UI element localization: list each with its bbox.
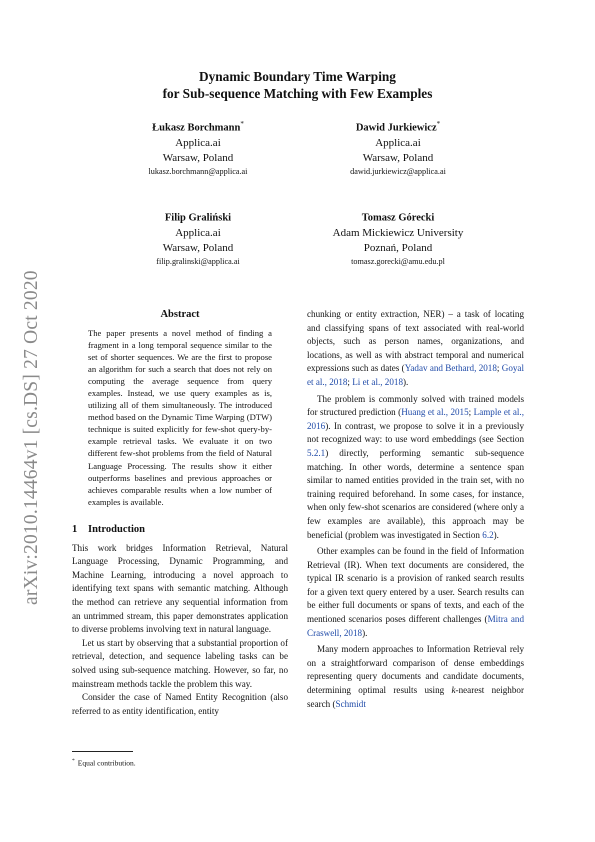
- author-email[interactable]: filip.gralinski@applica.ai: [156, 257, 240, 266]
- intro-paragraph-3: Consider the case of Named Entity Recognition (also referred to as entity identification, entity: [72, 692, 288, 716]
- equal-contribution-mark: *: [240, 120, 244, 128]
- footnote-divider: [72, 751, 133, 752]
- arxiv-identifier: arXiv:2010.14464v1 [cs.DS] 27 Oct 2020: [21, 270, 42, 606]
- author-location: Warsaw, Poland: [362, 151, 434, 164]
- paper-title: [70, 68, 525, 102]
- author-block-4: [278, 207, 518, 269]
- author-email[interactable]: dawid.jurkiewicz@applica.ai: [350, 167, 446, 176]
- footnote-mark: *: [72, 758, 75, 764]
- author-affiliation: Adam Mickiewicz University: [332, 227, 464, 239]
- left-column: [72, 308, 288, 718]
- right-paragraph-1: chunking or entity extraction, NER) – a task of locating and classifying spans of text associated with real-world objects, such as person names, organizations, and locations, as well as with abstract temporal and numerical expressions such as dates (Yadav and Bethard, 2018; Goyal et al., 2018; Li et al., 2018).: [307, 309, 524, 387]
- author-email[interactable]: tomasz.gorecki@amu.edu.pl: [351, 257, 445, 266]
- intro-paragraph-1: This work bridges Information Retrieval, Natural Language Processing, Dynamic Programming, and Machine Learning, introducing a novel approach to identifying text spans with semantic matching. Although the method can retrieve any sequential information from an untrimmed stream, this paper demonstrates application to diverse problems involving text in natural language.: [72, 542, 288, 635]
- citation-link[interactable]: Goyal et al., 2018: [307, 363, 524, 387]
- author-location: Poznań, Poland: [363, 241, 433, 254]
- citation-link[interactable]: Li et al., 2018: [352, 376, 403, 387]
- equal-contribution-mark: *: [436, 120, 441, 128]
- citation-link[interactable]: Yadav and Bethard, 2018: [404, 363, 497, 374]
- section-ref-link[interactable]: 6.2: [482, 529, 494, 540]
- author-name: Dawid Jurkiewicz*: [355, 120, 441, 134]
- math-variable-k: k: [451, 685, 456, 696]
- author-name: Filip Graliński: [164, 212, 232, 224]
- author-affiliation: Applica.ai: [175, 227, 221, 239]
- author-name: Tomasz Górecki: [361, 212, 435, 224]
- footnote: [72, 756, 288, 769]
- right-column: [307, 308, 524, 714]
- citation-link[interactable]: Schmidt: [335, 698, 366, 709]
- right-paragraph-3: Other examples can be found in the field of Information Retrieval (IR). When text documents are considered, the typical IR scenario is a provision of ranked search results for a given text query entered by a user. Search results can be either full documents or spans of texts, and each of the mentioned scenarios poses different challenges (Mitra and Craswell, 2018).: [307, 546, 525, 638]
- title-line-1: Dynamic Boundary Time Warping: [199, 69, 396, 84]
- section-ref-link[interactable]: 5.2.1: [307, 447, 326, 458]
- abstract-text: The paper presents a novel method of finding a fragment in a long temporal sequence similar to the set of shorter sequences. We are the first to propose an algorithm for such a search that does not rely on computing the average sequence from query examples. Instead, we use query examples as is, utilizing all of them simultaneously. The introduced method based on the Dynamic Time Warping (DTW) technique is suited explicitly for few-shot query-by-example retrieval tasks. We evaluate it on two different few-shot problems from the field of Natural Language Processing. The results show it either outperforms baselines and previous approaches or achieves comparable results when a low number of examples is available.: [88, 328, 272, 507]
- citation-link[interactable]: Huang et al., 2015: [401, 407, 469, 418]
- section-number: 1: [72, 523, 78, 535]
- author-email[interactable]: lukasz.borchmann@applica.ai: [148, 167, 248, 176]
- citation-link[interactable]: Mitra and Craswell, 2018: [307, 614, 525, 638]
- section-heading-introduction: [72, 523, 288, 537]
- author-location: Warsaw, Poland: [162, 151, 234, 164]
- right-paragraph-4: Many modern approaches to Information Retrieval rely on a straightforward comparison of dense embeddings representing query documents and candidate documents, determining optimal results using k-nearest neighbor search (Schmidt: [307, 644, 524, 709]
- footnote-text: Equal contribution.: [77, 758, 136, 768]
- author-affiliation: Applica.ai: [175, 137, 221, 149]
- title-line-2: for Sub-sequence Matching with Few Examples: [162, 86, 433, 101]
- section-title: Introduction: [88, 523, 145, 535]
- intro-paragraph-2: Let us start by observing that a substantial proportion of retrieval, detection, and sequence labeling tasks can be solved using sub-sequence matching. However, so far, no mainstream methods tackle the problem this way.: [72, 637, 288, 689]
- author-location: Warsaw, Poland: [162, 241, 234, 254]
- author-affiliation: Applica.ai: [375, 137, 421, 149]
- abstract-heading: Abstract: [160, 309, 200, 320]
- right-paragraph-2: The problem is commonly solved with trained models for structured prediction (Huang et al., 2015; Lample et al., 2016). In contrast, we propose to solve it in a previously not recognized way: to use word embeddings (see Section 5.2.1) directly, performing semantic sub-sequence matching. In other words, determine a sentence span similar to named entities provided in the train set, with no training required beforehand. In some cases, for instance, when only few-shot scenarios are considered (where only a few examples are available), this approach may be beneficial (problem was investigated in Section 6.2).: [307, 393, 524, 540]
- citation-link[interactable]: Lample et al., 2016: [307, 407, 524, 431]
- author-name: Łukasz Borchmann*: [152, 120, 244, 134]
- author-block-2: [278, 117, 518, 179]
